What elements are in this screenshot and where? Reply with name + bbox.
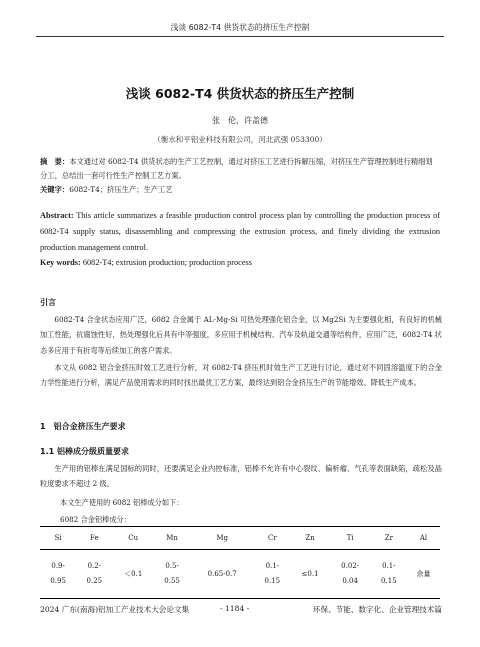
keywords-cn — [40, 183, 440, 197]
table-header-row — [40, 527, 440, 550]
table-header-cell: Cr — [254, 527, 290, 550]
table-cell-wrap — [371, 550, 407, 599]
running-header: 浅谈 6082-T4 供货状态的挤压生产控制 — [170, 23, 310, 32]
abstract-cn — [40, 155, 440, 182]
section-1-1-heading: 1.1 铝棒成分级质量要求 — [40, 447, 129, 456]
table-cell: ≤0.1 — [301, 569, 319, 578]
table-header-cell: Si — [40, 527, 76, 550]
composition-table — [40, 526, 440, 599]
table-cell-wrap — [290, 550, 329, 599]
table-cell: 余量 — [416, 569, 431, 578]
abstract-en — [40, 208, 440, 256]
footer-section: 环保、节能、数字化、企业管理技术篇 — [312, 605, 442, 614]
table-cell-wrap — [254, 550, 290, 599]
keywords-cn-label: 关键字： — [40, 185, 70, 194]
header-rule — [36, 36, 444, 37]
table-cell-wrap — [40, 550, 76, 599]
table-cell-wrap — [76, 550, 112, 599]
composition-caption: 6082 合金铝棒成分： — [60, 515, 131, 524]
table-cell: 0.9- 0.95 — [50, 562, 66, 585]
table-cell: 0.1- 0.15 — [264, 562, 281, 585]
table-cell-wrap — [190, 550, 254, 599]
table-cell-wrap — [112, 550, 153, 599]
table-header-cell: Zn — [290, 527, 329, 550]
table-cell: 0.1- 0.15 — [381, 562, 397, 585]
table-header-cell: Al — [407, 527, 440, 550]
intro-paragraph-2: 本文从 6082 铝合金挤压时效工艺进行分析，对 6082-T4 挤压机时效生产工艺进行讨论，通过对不同固溶温度下的合金力学性能进行分析，满足产品使用需求的同时找出最优工艺方案，最终达到铝合金挤压生产的节能增效、降低生产成本。 — [40, 363, 442, 388]
table-header-cell: Ti — [330, 527, 371, 550]
abstract-cn-text: 本文通过对 6082-T4 供货状态的生产工艺控制，通过对挤压工艺进行拆解压缩，对挤压生产管理控制进行精细划分工，总结出一套可行性生产控制工艺方案。 — [40, 157, 433, 180]
keywords-en-text: 6082-T4; extrusion production; production process — [80, 258, 253, 267]
table-cell-wrap — [330, 550, 371, 599]
section-1-1-paragraph: 生产用的铝棒在满足国标的同时，还要满足企业内控标准，铝棒不允许有中心裂纹、偏析瘤、气孔等表面缺陷，疏松及晶粒度要求不超过 2 级。 — [40, 464, 442, 489]
table-cell: ＜0.1 — [124, 569, 143, 578]
table-header-cell: Mn — [154, 527, 190, 550]
table-header-cell: Zr — [371, 527, 407, 550]
intro-paragraph-1: 6082-T4 合金状态应用广泛，6082 合金属于 AL-Mg-Si 可热处理强化铝合金，以 Mg2Si 为主要强化相，有良好的机械加工性能，抗腐蚀性好，热处理强化后具有中等强度，多应用于机械结构、汽车及轨道交通等结构件，应用广泛，6082-T4 状态多应用于有折弯等后续加工的客户需求。 — [40, 315, 442, 355]
table-cell: 0.2- 0.25 — [86, 562, 103, 585]
composition-intro-line: 本文生产使用的 6082 铝棒成分如下： — [60, 498, 184, 507]
intro-heading: 引言 — [40, 298, 56, 307]
footer-proceedings: 2024 广东(南海)铝加工产业技术大会论文集 — [40, 605, 190, 614]
section-1-heading: 1 铝合金挤压生产要求 — [40, 422, 126, 431]
abstract-cn-label: 摘 要： — [40, 157, 70, 166]
table-header-cell: Cu — [112, 527, 153, 550]
table-cell: 0.5- 0.55 — [164, 562, 180, 585]
abstract-en-text: This article summarizes a feasible production control process plan by controlling the production process of 6082-T4 supply status, disassembling and compressing the extrusion process, and finely dividing the extrusion production management control. — [40, 211, 440, 252]
keywords-en-label: Key words: — [40, 258, 81, 267]
table-header-cell: Mg — [190, 527, 254, 550]
keywords-cn-text: 6082-T4；挤压生产；生产工艺 — [69, 185, 173, 194]
abstract-en-label: Abstract: — [40, 211, 74, 220]
footer-page-number: - 1184 - — [220, 604, 250, 613]
table-row — [40, 550, 440, 599]
paper-title: 浅谈 6082-T4 供货状态的挤压生产控制 — [125, 86, 355, 101]
table-cell: 0.65-0.7 — [207, 569, 237, 578]
table-cell-wrap — [407, 550, 440, 599]
table-cell-wrap — [154, 550, 190, 599]
authors: 张 伦，许盖德 — [212, 116, 268, 125]
keywords-en — [40, 258, 440, 267]
table-cell: 0.02- 0.04 — [341, 562, 360, 585]
table-header-cell: Fe — [76, 527, 112, 550]
affiliation: （衡水和平铝业科技有限公司，河北武强 053300） — [153, 135, 327, 144]
